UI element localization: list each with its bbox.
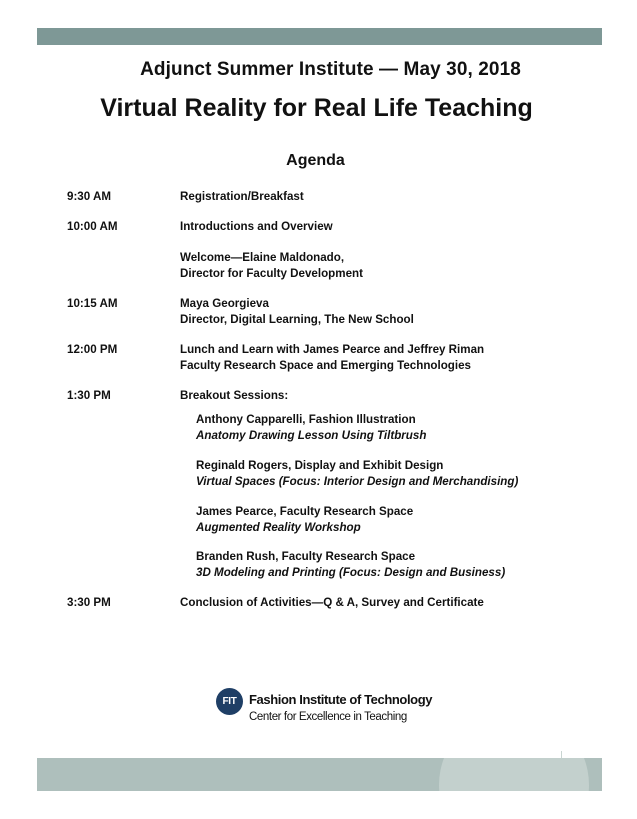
agenda-time: 10:15 AM bbox=[67, 297, 118, 310]
agenda-item-detail: Director for Faculty Development bbox=[180, 267, 363, 280]
top-banner-bar bbox=[37, 28, 602, 45]
fit-logo bbox=[214, 688, 444, 728]
breakout-presenter: Branden Rush, Faculty Research Space bbox=[196, 550, 416, 563]
breakout-presenter: Anthony Capparelli, Fashion Illustration bbox=[196, 413, 416, 426]
agenda-item-detail: Faculty Research Space and Emerging Technologies bbox=[180, 359, 472, 372]
institution-name: Fashion Institute of Technology bbox=[249, 692, 433, 707]
agenda-item-title: Welcome—Elaine Maldonado, bbox=[180, 251, 345, 264]
bottom-banner-bar bbox=[37, 758, 602, 791]
agenda-item-title: Conclusion of Activities—Q & A, Survey and Certificate bbox=[180, 596, 484, 609]
decorative-line bbox=[561, 751, 562, 758]
page-title: Virtual Reality for Real Life Teaching bbox=[100, 94, 533, 122]
agenda-time: 10:00 AM bbox=[67, 220, 118, 233]
agenda-item-title: Maya Georgieva bbox=[180, 297, 269, 310]
agenda-item-title: Registration/Breakfast bbox=[180, 190, 304, 203]
agenda-time: 1:30 PM bbox=[67, 389, 111, 402]
breakout-session-title: 3D Modeling and Printing (Focus: Design and Business) bbox=[196, 566, 506, 579]
breakout-presenter: James Pearce, Faculty Research Space bbox=[196, 505, 414, 518]
breakout-presenter: Reginald Rogers, Display and Exhibit Design bbox=[196, 459, 444, 472]
agenda-time: 12:00 PM bbox=[67, 343, 118, 356]
agenda-heading: Agenda bbox=[286, 152, 345, 169]
agenda-time: 3:30 PM bbox=[67, 596, 111, 609]
breakout-session-title: Anatomy Drawing Lesson Using Tiltbrush bbox=[196, 429, 427, 442]
agenda-item-title: Lunch and Learn with James Pearce and Jeffrey Riman bbox=[180, 343, 485, 356]
agenda-time: 9:30 AM bbox=[67, 190, 112, 203]
agenda-item-detail: Director, Digital Learning, The New School bbox=[180, 313, 414, 326]
center-name: Center for Excellence in Teaching bbox=[249, 711, 407, 723]
fit-logo-mark: FIT bbox=[216, 688, 243, 715]
agenda-item-title: Breakout Sessions: bbox=[180, 389, 289, 402]
breakout-session-title: Virtual Spaces (Focus: Interior Design and Merchandising) bbox=[196, 475, 519, 488]
bottom-decorative-circle bbox=[439, 758, 589, 791]
event-subtitle: Adjunct Summer Institute — May 30, 2018 bbox=[140, 59, 521, 80]
agenda-item-title: Introductions and Overview bbox=[180, 220, 333, 233]
breakout-session-title: Augmented Reality Workshop bbox=[196, 521, 361, 534]
